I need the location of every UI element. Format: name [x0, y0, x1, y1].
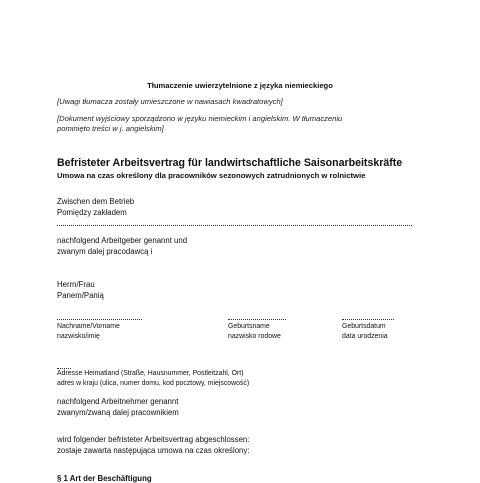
- birthdate-field-label-pl: data urodzenia: [342, 333, 388, 340]
- between-label-de: Zwischen dem Betrieb: [57, 197, 135, 206]
- mr-ms-label-pl: Panem/Panią: [57, 291, 104, 300]
- address-fill-line: [57, 368, 71, 369]
- birthname-field-label-de: Geburtsname: [228, 323, 270, 330]
- mr-ms-label-de: Herrn/Frau: [57, 280, 95, 289]
- birthdate-field-label-de: Geburtsdatum: [342, 323, 386, 330]
- contract-title-de: Befristeter Arbeitsvertrag für landwirtschaftliche Saisonarbeitskräfte: [57, 157, 403, 169]
- translator-note-source-line2: pominięto treści w j. angielskim]: [57, 124, 164, 133]
- employee-label-de: nachfolgend Arbeitnehmer genannt: [57, 397, 179, 406]
- employee-label-pl: zwanym/zwaną dalej pracownikiem: [57, 408, 179, 417]
- name-field-label-de: Nachname/Vorname: [57, 323, 120, 330]
- birthname-field-label-pl: nazwisko rodowe: [228, 333, 281, 340]
- address-label-de: Adresse Heimatland (Straße, Hausnummer, Postleitzahl, Ort): [57, 370, 244, 377]
- employer-label-de: nachfolgend Arbeitgeber genannt und: [57, 236, 188, 245]
- birthname-fill-line: [228, 319, 286, 320]
- name-fill-line: [57, 319, 142, 320]
- name-field-label-pl: nazwisko/imię: [57, 333, 100, 340]
- between-label-pl: Pomiędzy zakładem: [57, 208, 127, 217]
- section-1-heading: § 1 Art der Beschäftigung: [57, 474, 152, 483]
- contract-title-pl: Umowa na czas określony dla pracowników sezonowych zatrudnionych w rolnictwie: [57, 171, 366, 180]
- employer-fill-line: [57, 225, 412, 226]
- employer-label-pl: zwanym dalej pracodawcą i: [57, 247, 153, 256]
- birthdate-fill-line: [342, 319, 394, 320]
- translator-note-brackets: [Uwagi tłumacza zostały umieszczone w nawiasach kwadratowych]: [57, 97, 283, 106]
- address-label-pl: adres w kraju (ulica, numer domu, kod pocztowy, miejscowość): [57, 380, 250, 387]
- translator-note-source-line1: [Dokument wyjściowy sporządzono w języku niemieckim i angielskim. W tłumaczeniu: [57, 114, 343, 123]
- certified-translation-heading: Tłumaczenie uwierzytelnione z języka niemieckiego: [147, 81, 333, 90]
- contract-concluded-pl: zostaje zawarta następująca umowa na czas określony:: [57, 446, 250, 455]
- contract-concluded-de: wird folgender befristeter Arbeitsvertrag abgeschlossen:: [57, 435, 250, 444]
